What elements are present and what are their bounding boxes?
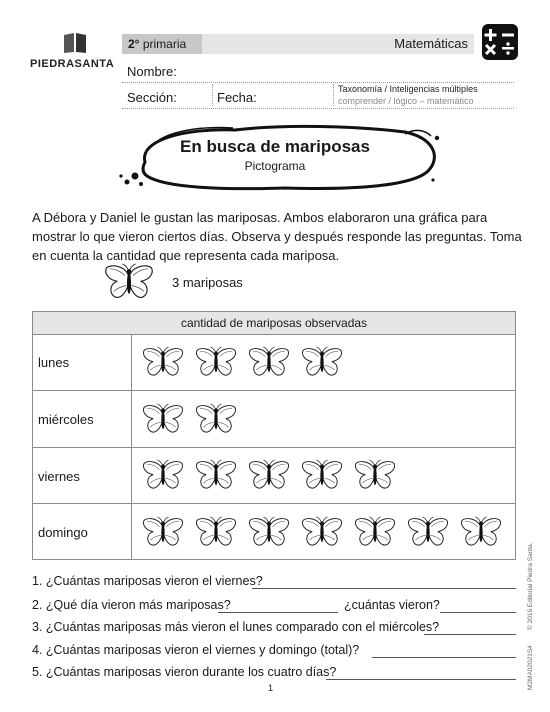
butterfly-icon [248,459,290,493]
section-label: Sección: [127,90,177,105]
butterfly-icon [354,516,396,550]
taxonomy-label: Taxonomía / Inteligencias múltiples [338,84,478,94]
butterfly-icon [142,459,184,493]
divider [333,84,334,106]
answer-line-5[interactable] [326,679,516,680]
divider [212,84,213,106]
butterfly-icon [142,346,184,380]
title-splash [115,118,445,198]
copyright: © 2016 Editorial Piedra Santa. [527,542,534,630]
row-label-miercoles: miércoles [38,412,94,427]
table-divider [33,390,515,391]
key-label: 3 mariposas [172,275,243,290]
butterfly-icon [142,403,184,437]
question-5: 5. ¿Cuántas mariposas vieron durante los cuatro días? [32,665,337,679]
butterfly-icon [301,346,343,380]
question-2: 2. ¿Qué día vieron más mariposas? [32,598,231,612]
butterfly-icon [407,516,449,550]
butterfly-icon [142,516,184,550]
grade-label: 2° primaria [122,34,202,54]
name-label: Nombre: [127,64,177,79]
butterfly-icon [195,459,237,493]
butterfly-icon [248,346,290,380]
butterfly-icon [301,516,343,550]
butterfly-icon [195,403,237,437]
table-divider [33,503,515,504]
intro-paragraph: A Débora y Daniel le gustan las mariposas. Ambos elaboraron una gráfica para mostrar lo que vieron ciertos días. Observa y después responde las preguntas. Toma en cuenta la cantidad que representa cada mariposa. [32,210,522,263]
table-title: cantidad de mariposas observadas [33,312,515,335]
table-divider [33,447,515,448]
row-label-viernes: viernes [38,469,80,484]
answer-line-2b[interactable] [440,612,516,613]
answer-line-3[interactable] [424,634,516,635]
answer-line-4[interactable] [372,657,516,658]
butterfly-icon [460,516,502,550]
book-logo-icon [62,32,88,54]
page-subtitle: Pictograma [244,159,306,173]
taxonomy-value: comprender / lógico – matemático [338,96,474,106]
brand-logo: PIEDRASANTA [30,58,115,70]
butterfly-icon [354,459,396,493]
section-field[interactable] [122,108,514,109]
publisher-code: M2MA02021S4 [527,645,534,690]
page-title: En busca de mariposas [180,137,370,156]
math-operations-icon [482,24,518,60]
row-label-lunes: lunes [38,355,70,370]
page-number: 1 [268,683,274,693]
butterfly-icon [104,262,154,304]
subject-label: Matemáticas [202,34,474,54]
butterfly-icon [195,346,237,380]
answer-line-2a[interactable] [218,612,338,613]
butterfly-icon [195,516,237,550]
name-field[interactable] [122,82,514,83]
question-3: 3. ¿Cuántas mariposas más vieron el lunes comparado con el miércoles? [32,620,440,634]
butterfly-icon [248,516,290,550]
butterfly-icon [301,459,343,493]
question-4: 4. ¿Cuántas mariposas vieron el viernes y domingo (total)? [32,643,360,657]
row-label-domingo: domingo [38,525,88,540]
question-1: 1. ¿Cuántas mariposas vieron el viernes? [32,574,263,588]
answer-line-1[interactable] [252,588,516,589]
date-label: Fecha: [217,90,257,105]
question-2b: ¿cuántas vieron? [344,598,440,612]
